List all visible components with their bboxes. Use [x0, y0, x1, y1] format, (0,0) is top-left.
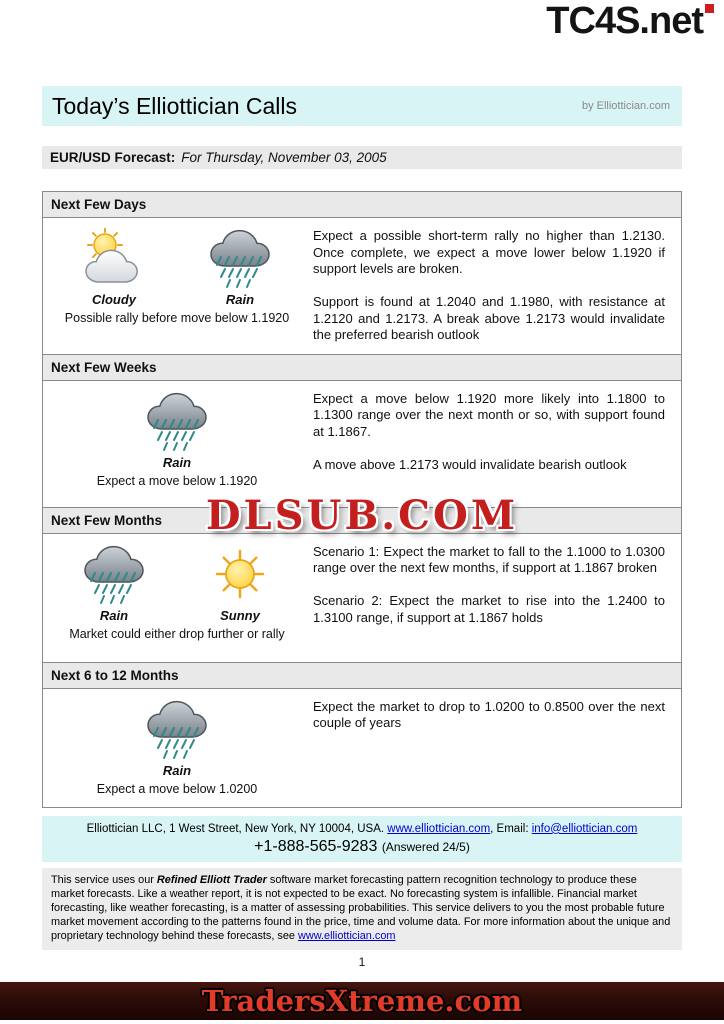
section-header-next-6-to-12-months: [43, 662, 681, 689]
icon-label: Rain: [99, 607, 129, 623]
section-header-next-few-days: [43, 192, 681, 218]
site-logo: [546, 0, 714, 43]
rain-icon: [77, 544, 151, 606]
section-title: Next Few Months: [51, 512, 163, 528]
forecast-paragraph: Scenario 2: Expect the market to rise into the 1.2400 to 1.3100 range, if support at 1.1867 holds: [313, 593, 665, 625]
section-row-next-few-months: [43, 534, 681, 662]
forecast-paragraph: A move above 1.2173 would invalidate bearish outlook: [313, 456, 627, 472]
bottom-banner-text: TradersXtreme.com: [201, 984, 523, 1018]
forecast-paragraph: Support is found at 1.2040 and 1.1980, with resistance at 1.2120 and 1.2173. A break above 1.2173 would invalidate the preferred bearish outlook: [313, 293, 665, 343]
rain-icon: [140, 391, 214, 453]
forecast-text-column: [311, 534, 681, 662]
icon-label: Cloudy: [91, 292, 137, 307]
icon-label: Rain: [162, 762, 192, 778]
forecast-text-column: [311, 218, 681, 354]
sunny-icon: [203, 544, 277, 606]
forecast-caption: Market could either drop further or rally: [69, 626, 285, 641]
cloudy-icon: [77, 228, 151, 290]
forecast-text-column: [311, 381, 681, 507]
website-link[interactable]: www.elliottician.com: [387, 822, 491, 835]
logo-red-mark-icon: [705, 4, 714, 13]
phone-note: (Answered 24/5): [381, 839, 470, 854]
section-row-next-6-to-12-months: [43, 689, 681, 807]
disclaimer-text: software market forecasting pattern recognition technology to produce these market forecasts. Like a weather report, it is not expected to be exact. No forecasting system is infallible. Financial market forecasting, like weather forecasting, is a matter of assessing probabilities. This service delivers to you the most probable future market movement according to the patterns found in the price, time and volume data. For more information about the unique and proprietary technology behind these forecasts, see: [51, 873, 671, 942]
phone-line: [48, 838, 676, 856]
forecast-paragraph: Scenario 1: Expect the market to fall to the 1.1000 to 1.0300 range over the next few months, if support at 1.1867 broken: [313, 543, 665, 576]
forecast-visual-column: [43, 218, 311, 354]
contact-footer: [42, 816, 682, 862]
forecast-visual-column: [43, 534, 311, 662]
forecast-paragraph: Expect the market to drop to 1.0200 to 0.8500 over the next couple of years: [313, 698, 665, 731]
email-link[interactable]: info@elliottician.com: [531, 822, 638, 835]
forecast-label: EUR/USD Forecast:: [50, 150, 176, 165]
disclaimer-box: [42, 868, 682, 950]
forecast-paragraph: Expect a move below 1.1920 more likely into 1.1800 to 1.1300 range over the next month or so, with support found at 1.1867.: [313, 390, 665, 439]
section-row-next-few-weeks: [43, 381, 681, 507]
section-title: Next Few Days: [51, 197, 147, 212]
rain-icon: [140, 699, 214, 761]
disclaimer-text: This service uses our: [51, 873, 157, 886]
section-row-next-few-days: [43, 218, 681, 354]
forecast-text-column: [311, 689, 681, 807]
page-number: 1: [358, 954, 366, 969]
forecast-caption: Possible rally before move below 1.1920: [64, 311, 290, 325]
forecast-paragraph: Expect a possible short-term rally no higher than 1.2130. Once complete, we expect a move lower below 1.1920 if support levels are broken.: [313, 228, 665, 277]
forecast-caption: Expect a move below 1.1920: [96, 473, 258, 488]
disclaimer-website-link[interactable]: www.elliottician.com: [298, 929, 396, 942]
section-title: Next 6 to 12 Months: [51, 667, 179, 683]
forecast-bar: [42, 146, 682, 169]
site-logo-text: TC4S.net: [546, 0, 703, 42]
forecast-caption: Expect a move below 1.0200: [96, 781, 258, 796]
address-text: Elliottician LLC, 1 West Street, New York, NY 10004, USA.: [86, 822, 388, 835]
icon-label: Sunny: [220, 607, 260, 623]
forecast-visual-column: [43, 689, 311, 807]
section-title: Next Few Weeks: [51, 359, 157, 375]
forecast-visual-column: [43, 381, 311, 507]
section-header-next-few-weeks: [43, 354, 681, 381]
watermark: DLSUB.COM: [205, 492, 519, 539]
page-title: Today’s Elliottician Calls: [52, 92, 298, 119]
rain-icon: [203, 228, 277, 290]
icon-label: Rain: [162, 454, 192, 470]
forecast-date: For Thursday, November 03, 2005: [181, 150, 387, 165]
address-line: [48, 823, 676, 835]
icon-label: Rain: [225, 292, 255, 307]
email-label: , Email:: [490, 822, 532, 835]
phone-number: +1-888-565-9283: [254, 837, 378, 855]
bottom-banner: [0, 982, 724, 1020]
product-brand: Refined Elliott Trader: [156, 873, 267, 886]
byline: by Elliottician.com: [581, 100, 670, 112]
title-bar: [42, 86, 682, 126]
